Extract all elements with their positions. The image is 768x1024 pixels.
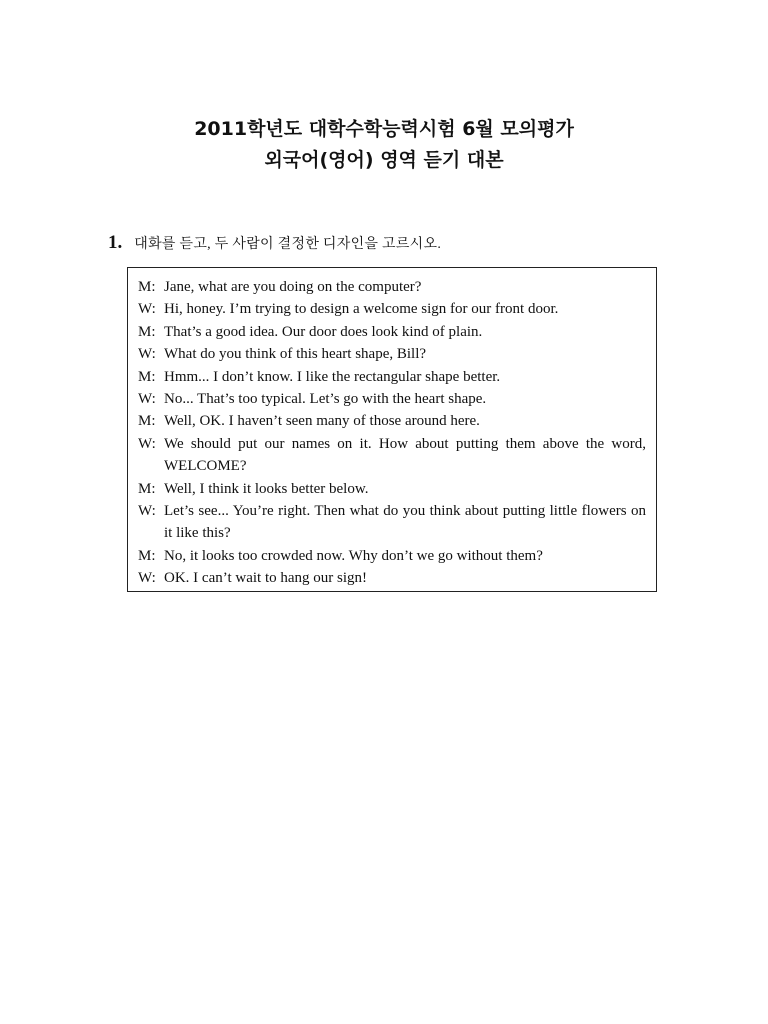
dialogue-line [138, 366, 646, 388]
question-number: 1. [108, 232, 123, 253]
speaker-label: W: [138, 503, 156, 520]
dialogue-line [138, 545, 646, 567]
speaker-label: M: [138, 279, 156, 295]
speaker-label: W: [138, 435, 156, 452]
page-title: 2011학년도 대학수학능력시험 6월 모의평가 [194, 118, 574, 140]
speaker-label: M: [138, 480, 156, 497]
utterance-text: Well, OK. I haven’t seen many of those around here. [164, 413, 480, 430]
dialogue-line [138, 343, 646, 365]
dialogue-line [138, 478, 646, 500]
speaker-label: W: [138, 391, 156, 408]
utterance-text: OK. I can’t wait to hang our sign! [164, 570, 368, 587]
dialogue-script-box [127, 267, 657, 592]
speaker-label: W: [138, 301, 156, 318]
dialogue-line [138, 567, 646, 589]
utterance-text: Let’s see... You’re right. Then what do you think about putting little flowers on it like this? [164, 503, 646, 542]
question-1 [108, 232, 441, 254]
utterance-text: No, it looks too crowded now. Why don’t we go without them? [164, 547, 543, 564]
dialogue-line [138, 410, 646, 432]
dialogue-line [138, 321, 646, 343]
page-subtitle: 외국어(영어) 영역 듣기 대본 [264, 149, 504, 171]
utterance-text: Well, I think it looks better below. [164, 480, 369, 497]
speaker-label: M: [138, 323, 156, 340]
dialogue-line [138, 500, 646, 545]
speaker-label: W: [138, 346, 156, 363]
utterance-text: We should put our names on it. How about putting them above the word, WELCOME? [164, 435, 646, 475]
dialogue-line [138, 276, 646, 298]
speaker-label: M: [138, 368, 156, 385]
speaker-label: M: [138, 547, 156, 564]
dialogue-line [138, 388, 646, 410]
utterance-text: Hi, honey. I’m trying to design a welcome sign for our front door. [164, 301, 559, 318]
dialogue-line [138, 433, 646, 478]
question-instruction: 대화를 듣고, 두 사람이 결정한 디자인을 고르시오. [134, 237, 442, 252]
utterance-text: Jane, what are you doing on the computer? [164, 279, 422, 295]
utterance-text: That’s a good idea. Our door does look kind of plain. [164, 323, 483, 340]
utterance-text: What do you think of this heart shape, Bill? [164, 346, 427, 363]
speaker-label: M: [138, 413, 156, 430]
utterance-text: No... That’s too typical. Let’s go with the heart shape. [164, 391, 487, 408]
dialogue-line [138, 298, 646, 320]
speaker-label: W: [138, 570, 156, 587]
utterance-text: Hmm... I don’t know. I like the rectangular shape better. [164, 368, 501, 385]
